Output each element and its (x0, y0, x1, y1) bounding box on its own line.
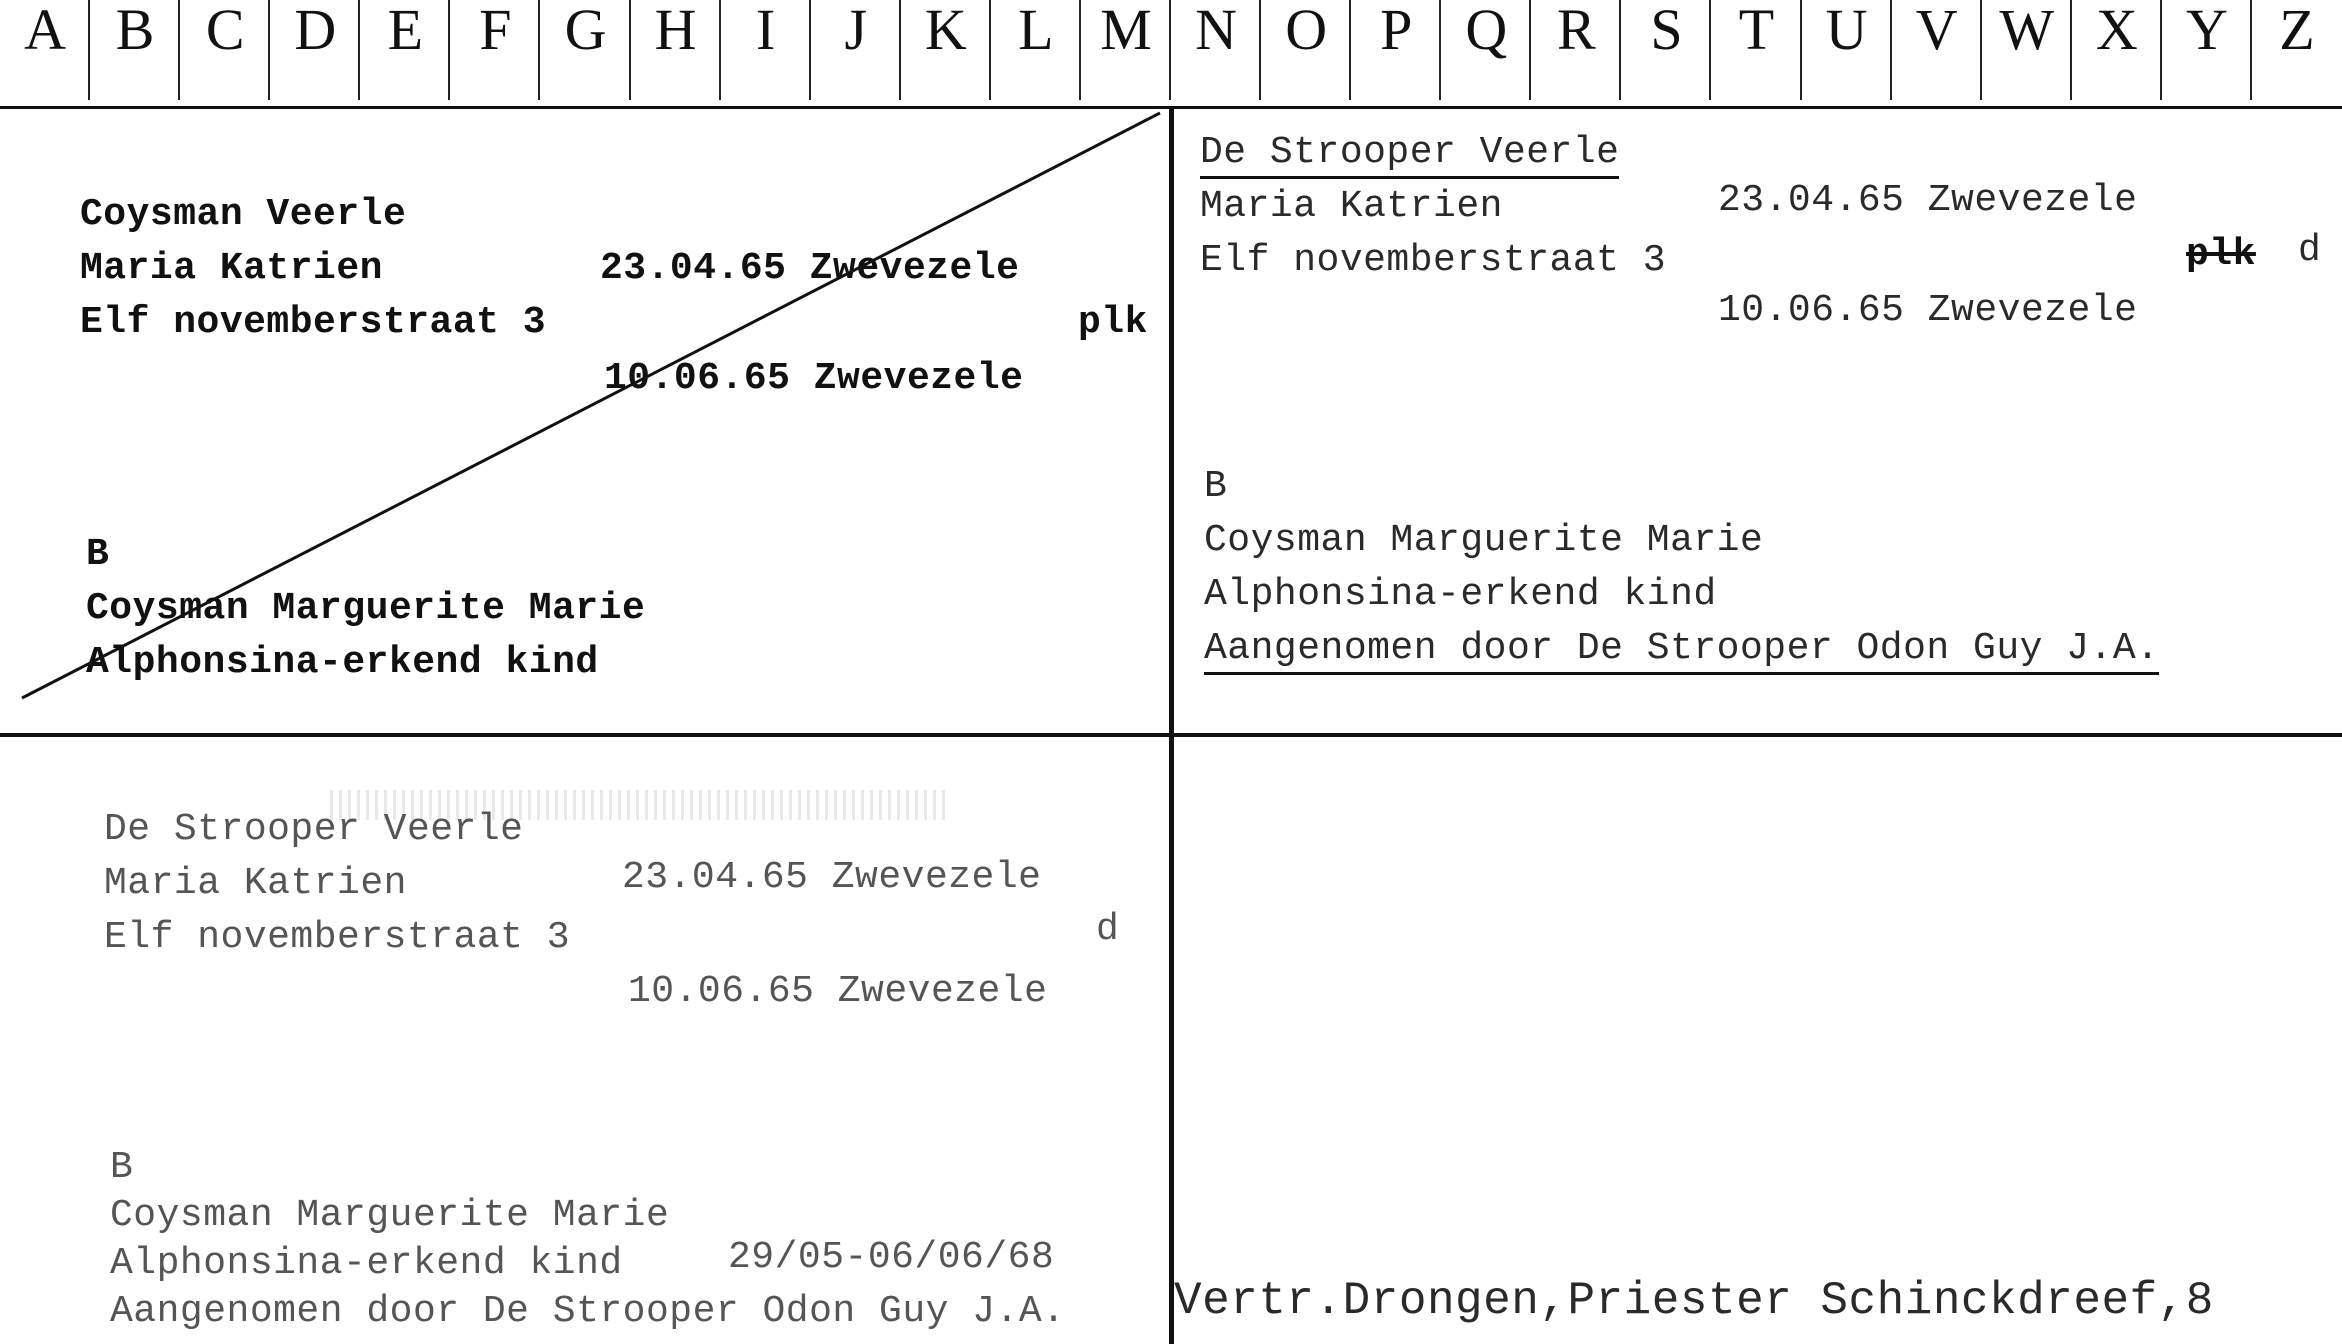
index-letter-e: E (360, 0, 450, 108)
card-given-names: Maria Katrien (1200, 185, 1503, 228)
index-letter-q: Q (1441, 0, 1531, 108)
card-dates: 29/05-06/06/68 (728, 1236, 1055, 1279)
card-bottom-right-empty (1174, 737, 2342, 1257)
card-parent-name: Coysman Marguerite Marie (110, 1194, 670, 1237)
index-letter-m: M (1081, 0, 1171, 108)
index-letter-i: I (721, 0, 811, 108)
index-letter-y: Y (2162, 0, 2252, 108)
card-name-text: De Strooper Veerle (1200, 131, 1619, 179)
index-letter-r: R (1531, 0, 1621, 108)
card-date2: 10.06.65 Zwevezele (628, 970, 1048, 1013)
index-letter-a: A (0, 0, 90, 108)
index-letter-c: C (180, 0, 270, 108)
card-departure-text: Vertr.Drongen,Priester Schinckdreef,8 (1174, 1275, 2214, 1327)
index-letter-g: G (540, 0, 630, 108)
card-name: Coysman Veerle (80, 193, 407, 236)
card-name: De Strooper Veerle (104, 808, 524, 851)
card-address: Elf novemberstraat 3 (80, 301, 547, 344)
index-letter-n: N (1171, 0, 1261, 108)
card-code: d (1096, 908, 1120, 951)
index-letter-t: T (1711, 0, 1801, 108)
card-code-struck: plk (2186, 233, 2256, 276)
card-address: Elf novemberstraat 3 (104, 916, 571, 959)
index-letter-h: H (631, 0, 721, 108)
card-parent-name: Coysman Marguerite Marie (86, 587, 646, 630)
index-letter-u: U (1802, 0, 1892, 108)
card-letter: B (86, 533, 110, 576)
card-birth: 23.04.65 Zwevezele (1718, 179, 2138, 222)
index-letter-x: X (2072, 0, 2162, 108)
card-date2: 10.06.65 Zwevezele (1718, 289, 2138, 332)
index-letter-s: S (1621, 0, 1711, 108)
index-letter-z: Z (2279, 0, 2315, 62)
card-name (1200, 131, 1620, 174)
card-parent-name: Coysman Marguerite Marie (1204, 519, 1764, 562)
card-address: Elf novemberstraat 3 (1200, 239, 1667, 282)
card-letter: B (110, 1146, 134, 1189)
card-top-right (1174, 108, 2342, 733)
index-letter-o: O (1261, 0, 1351, 108)
index-letter-b: B (90, 0, 180, 108)
index-letter-d: D (270, 0, 360, 108)
card-adoption: Aangenomen door De Strooper Odon Guy J.A. (110, 1290, 1066, 1333)
card-parent-note: Alphonsina-erkend kind (1204, 573, 1717, 616)
index-letter-f: F (450, 0, 540, 108)
card-birth: 23.04.65 Zwevezele (600, 247, 1020, 290)
index-letter-w: W (1982, 0, 2072, 108)
card-code: plk (1078, 301, 1148, 344)
card-parent-note: Alphonsina-erkend kind (86, 641, 599, 684)
card-letter: B (1204, 465, 1228, 508)
alphabet-index-bar (0, 0, 2342, 108)
index-letter-k: K (901, 0, 991, 108)
card-date2: 10.06.65 Zwevezele (604, 357, 1024, 400)
card-given-names: Maria Katrien (80, 247, 383, 290)
card-parent-note: Alphonsina-erkend kind (110, 1242, 623, 1285)
card-birth: 23.04.65 Zwevezele (622, 856, 1042, 899)
index-letter-p: P (1351, 0, 1441, 108)
card-adoption-text: Aangenomen door De Strooper Odon Guy J.A. (1204, 627, 2159, 675)
strike-through-line (0, 108, 1169, 733)
card-given-names: Maria Katrien (104, 862, 407, 905)
card-bottom-left (0, 737, 1169, 1344)
card-code: d (2298, 229, 2322, 272)
index-letter-v: V (1892, 0, 1982, 108)
index-letter-j: J (811, 0, 901, 108)
index-letter-l: L (991, 0, 1081, 108)
card-adoption (1204, 627, 2160, 670)
